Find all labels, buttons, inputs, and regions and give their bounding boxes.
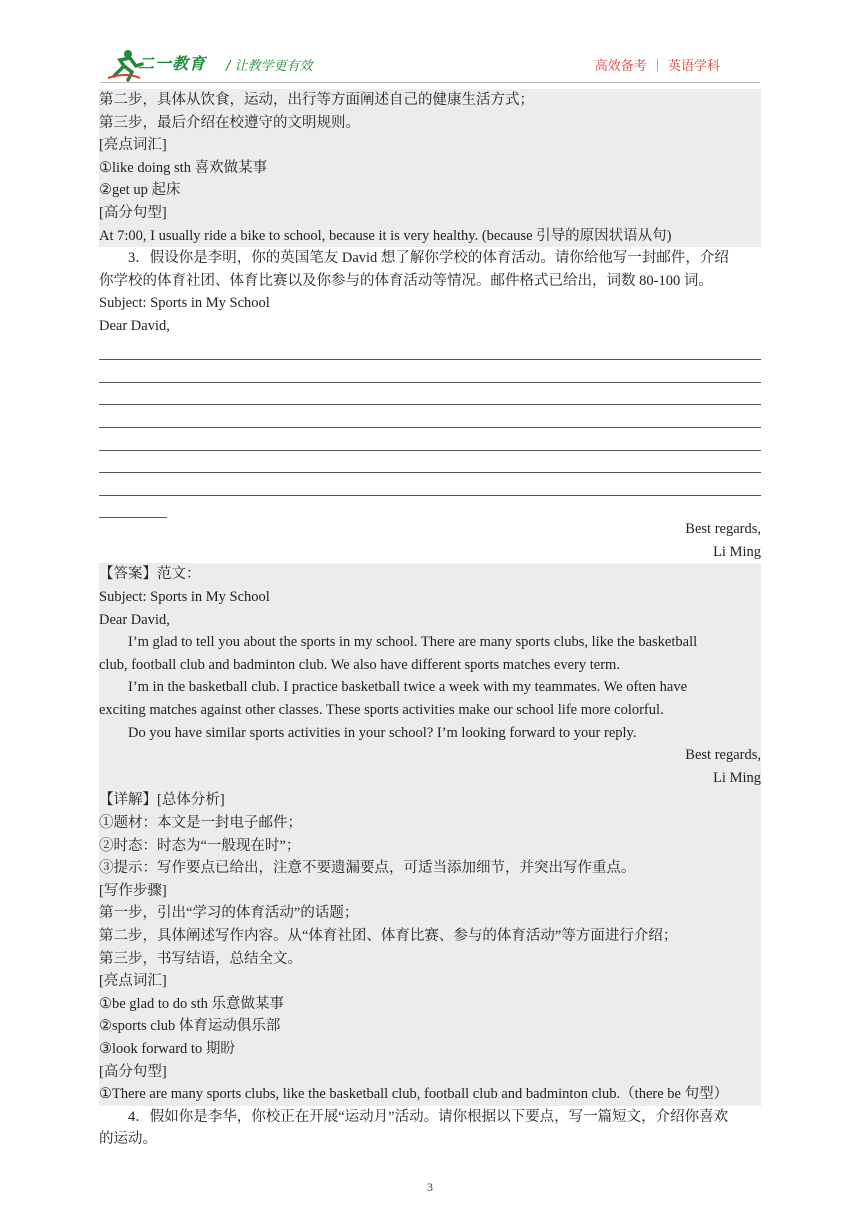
analysis-line: ①题材：本文是一封电子邮件； [99, 812, 761, 835]
answer-label: 【答案】范文： [99, 563, 761, 586]
analysis-line: ①be glad to do sth 乐意做某事 [99, 993, 761, 1016]
page-header [100, 44, 760, 86]
text-line: [高分句型] [99, 202, 761, 225]
email-signature: Li Ming [713, 543, 761, 560]
answer-paragraph-line: exciting matches against other classes. These sports activities make our school life more colorful. [99, 699, 761, 722]
writing-blank-line[interactable] [99, 473, 761, 496]
document-body [99, 89, 761, 1151]
text-line: ①like doing sth 喜欢做某事 [99, 157, 761, 180]
writing-blank-line[interactable] [99, 360, 761, 383]
analysis-line: 第一步，引出“学习的体育活动”的话题； [99, 902, 761, 925]
header-brand: 高效备考 ｜ 英语学科 [594, 59, 720, 74]
writing-blank-tail[interactable] [99, 496, 761, 519]
text-line: 第三步，最后介绍在校遵守的文明规则。 [99, 112, 761, 135]
answer-paragraph-line: I’m glad to tell you about the sports in my school. There are many sports clubs, like the basketball [99, 631, 761, 654]
analysis-line: ③look forward to 期盼 [99, 1038, 761, 1061]
email-greeting: Dear David, [99, 317, 170, 334]
text-line: [亮点词汇] [99, 134, 761, 157]
analysis-line: ①There are many sports clubs, like the basketball club, football club and badminton club.（there be 句型） [99, 1083, 761, 1106]
text-line: ②get up 起床 [99, 179, 761, 202]
analysis-line: 【详解】[总体分析] [99, 789, 761, 812]
analysis-line: ②sports club 体育运动俱乐部 [99, 1015, 761, 1038]
analysis-line: ②时态：时态为“一般现在时”； [99, 835, 761, 858]
writing-blank-line[interactable] [99, 338, 761, 361]
analysis-line: 第三步，书写结语，总结全文。 [99, 948, 761, 971]
question-3-line: 3．假设你是李明，你的英国笔友 David 想了解你学校的体育活动。请你给他写一封邮件，介绍 [128, 250, 729, 267]
analysis-line: 第二步，具体阐述写作内容。从“体育社团、体育比赛、参与的体育活动”等方面进行介绍； [99, 925, 761, 948]
email-closing: Best regards, [685, 521, 761, 538]
page-number: 3 [427, 1180, 433, 1194]
writing-blank-line[interactable] [99, 451, 761, 474]
writing-blank-line[interactable] [99, 383, 761, 406]
answer-paragraph-line: club, football club and badminton club. We also have different sports matches every term. [99, 654, 761, 677]
analysis-line: ③提示：写作要点已给出，注意不要遗漏要点，可适当添加细节，并突出写作重点。 [99, 857, 761, 880]
answer-greeting: Dear David, [99, 609, 761, 632]
analysis-line: [亮点词汇] [99, 970, 761, 993]
writing-blank-line[interactable] [99, 428, 761, 451]
text-line: At 7:00, I usually ride a bike to school, because it is very healthy. (because 引导的原因状语从句) [99, 225, 761, 248]
logo-text: 二一教育 [138, 54, 207, 73]
question-3-line: 你学校的体育社团、体育比赛以及你参与的体育活动等情况。邮件格式已给出，词数 80-100 词。 [99, 272, 713, 289]
text-line: 第二步，具体从饮食，运动，出行等方面阐述自己的健康生活方式； [99, 89, 761, 112]
question-4-line: 的运动。 [99, 1131, 157, 1148]
email-subject: Subject: Sports in My School [99, 295, 270, 312]
question-4-line: 4．假如你是李华，你校正在开展“运动月”活动。请你根据以下要点，写一篇短文，介绍你喜欢 [128, 1108, 729, 1125]
header-slogan: / 让教学更有效 [226, 59, 313, 74]
analysis-line: [写作步骤] [99, 880, 761, 903]
answer-closing: Best regards, [99, 744, 761, 767]
answer-paragraph-line: Do you have similar sports activities in your school? I’m looking forward to your reply. [99, 722, 761, 745]
answer-paragraph-line: I’m in the basketball club. I practice basketball twice a week with my teammates. We often have [99, 676, 761, 699]
answer-subject: Subject: Sports in My School [99, 586, 761, 609]
writing-blank-line[interactable] [99, 405, 761, 428]
analysis-line: [高分句型] [99, 1061, 761, 1084]
header-divider [100, 82, 760, 83]
answer-signature: Li Ming [99, 767, 761, 790]
